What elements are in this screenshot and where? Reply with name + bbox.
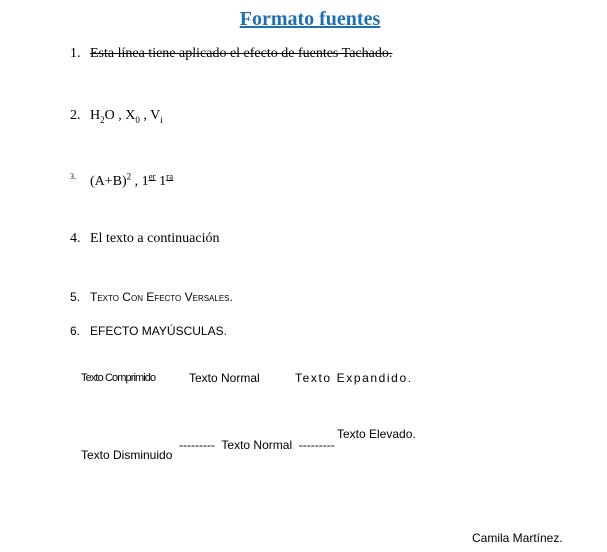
exponent: 2 [126, 171, 132, 182]
middle-normal-text: --------- Texto Normal --------- [179, 438, 335, 452]
normal-text: Texto Normal [189, 371, 260, 385]
item-number: 3. [70, 172, 76, 181]
o-x-text: O , X [104, 108, 136, 123]
condensed-text: Texto Comprimido [81, 372, 156, 384]
lowered-text: Texto Disminuido [81, 448, 173, 462]
item-number: 2. [70, 108, 81, 123]
v-subscript: i [160, 114, 163, 125]
item-number: 4. [70, 231, 81, 246]
list-item-small-caps [70, 288, 233, 306]
list-item-subscripts [70, 107, 163, 125]
list-item-superscripts [70, 168, 173, 191]
expanded-text: Texto Expandido. [295, 371, 413, 385]
sum-text: (A+B) [90, 174, 127, 189]
small-caps-text: Texto Con Efecto Versales. [90, 290, 233, 304]
ordinal-ra: ra [166, 171, 174, 182]
item-number: 6. [70, 324, 81, 338]
author-signature: Camila Martínez. [472, 531, 563, 545]
list-item-strikethrough [70, 45, 392, 63]
raised-text: Texto Elevado. [337, 427, 416, 441]
first-text: , 1 [131, 174, 149, 189]
strikethrough-text: Esta línea tiene aplicado el efecto de fuentes Tachado. [90, 46, 393, 61]
ordinal-er: er [148, 171, 156, 182]
item-number: 1. [70, 46, 81, 61]
v-text: , V [143, 108, 161, 123]
x-subscript: 0 [135, 114, 140, 125]
list-item-uppercase [70, 322, 227, 340]
continuation-text: El texto a continuación [90, 231, 220, 246]
h-text: H [90, 108, 101, 123]
item-number: 5. [70, 290, 81, 304]
page-title: Formato fuentes [239, 8, 381, 30]
h-subscript: 2 [100, 114, 105, 125]
uppercase-text: EFECTO MAYÚSCULAS. [90, 324, 227, 338]
second-text: 1 [155, 174, 167, 189]
list-item-continuation [70, 230, 219, 248]
